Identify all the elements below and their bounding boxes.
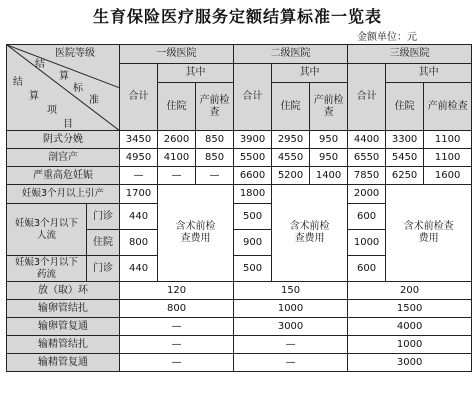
- row-cesarean: [7, 149, 472, 167]
- row-label: 剖宫产: [7, 149, 120, 167]
- cell: 3450: [120, 131, 158, 149]
- sub-label-hospital: 住院: [87, 230, 120, 256]
- row-label-abortion: 妊娠3个月以下人流: [7, 204, 87, 256]
- cell: 1100: [424, 149, 472, 167]
- hospital-header-3: 住院: [386, 83, 424, 131]
- row-label: 输精管结扎: [7, 336, 120, 354]
- cell: —: [120, 167, 158, 185]
- row-vaginal: [7, 131, 472, 149]
- corner-label-biao: 标: [73, 83, 83, 94]
- cell: 900: [234, 230, 272, 256]
- cell: 1500: [348, 300, 472, 318]
- prenatal-header-2: 产前检查: [310, 83, 348, 131]
- prenatal-header-1: 产前检查: [196, 83, 234, 131]
- cell: 4950: [120, 149, 158, 167]
- cell: 1700: [120, 185, 158, 204]
- row-iud: [7, 282, 472, 300]
- corner-label-suan2: 算: [29, 91, 39, 102]
- row-label: 输卵管结扎: [7, 300, 120, 318]
- prenatal-header-3: 产前检查: [424, 83, 472, 131]
- row-vas-ligation: [7, 336, 472, 354]
- corner-label-jie: 结: [35, 59, 45, 70]
- cell: —: [234, 336, 348, 354]
- total-header-1: 合计: [120, 64, 158, 131]
- cell: 1600: [424, 167, 472, 185]
- included-note-3: 含术前检查费用: [386, 185, 472, 282]
- cell: 5500: [234, 149, 272, 167]
- corner-label-suan: 算: [59, 71, 69, 82]
- cell: —: [234, 354, 348, 372]
- row-label: 输卵管复通: [7, 318, 120, 336]
- corner-hospital-grade: 医院等级: [55, 48, 95, 59]
- cell: 200: [348, 282, 472, 300]
- cell: 950: [310, 131, 348, 149]
- row-tubal-ligation: [7, 300, 472, 318]
- sub-label-clinic: 门诊: [87, 204, 120, 230]
- hospital-header-1: 住院: [158, 83, 196, 131]
- total-header-3: 合计: [348, 64, 386, 131]
- hospital-header-2: 住院: [272, 83, 310, 131]
- corner-label-jie2: 结: [13, 77, 23, 88]
- cell: —: [120, 318, 234, 336]
- cell: 4550: [272, 149, 310, 167]
- cell: 1000: [348, 336, 472, 354]
- cell: 3900: [234, 131, 272, 149]
- cell: 850: [196, 149, 234, 167]
- cell: 800: [120, 300, 234, 318]
- cell: 1100: [424, 131, 472, 149]
- row-label: 严重高危妊娠: [7, 167, 120, 185]
- cell: 800: [120, 230, 158, 256]
- cell: 500: [234, 204, 272, 230]
- cell: 3300: [386, 131, 424, 149]
- cell: 600: [348, 204, 386, 230]
- total-header-2: 合计: [234, 64, 272, 131]
- row-label: 妊娠3个月以上引产: [7, 185, 120, 204]
- hospital-grade-1: 一级医院: [120, 45, 234, 64]
- cell: 6250: [386, 167, 424, 185]
- among-header-1: 其中: [158, 64, 234, 83]
- cell: 5450: [386, 149, 424, 167]
- row-high-risk: [7, 167, 472, 185]
- cell: 950: [310, 149, 348, 167]
- row-label-medical: 妊娠3个月以下药流: [7, 256, 87, 282]
- row-label: 输精管复通: [7, 354, 120, 372]
- cell: 500: [234, 256, 272, 282]
- hospital-grade-2: 二级医院: [234, 45, 348, 64]
- cell: 3000: [234, 318, 348, 336]
- row-label: 放（取）环: [7, 282, 120, 300]
- cell: 3000: [348, 354, 472, 372]
- cell: —: [120, 354, 234, 372]
- cell: 150: [234, 282, 348, 300]
- cell: 4100: [158, 149, 196, 167]
- cell: 1400: [310, 167, 348, 185]
- included-note-1: 含术前检查费用: [158, 185, 234, 282]
- cell: 440: [120, 204, 158, 230]
- unit-note: 金额单位：元: [357, 32, 417, 43]
- among-header-3: 其中: [386, 64, 472, 83]
- cell: 6600: [234, 167, 272, 185]
- cell: 6550: [348, 149, 386, 167]
- row-vas-reversal: [7, 354, 472, 372]
- corner-header: [7, 45, 120, 131]
- cell: —: [120, 336, 234, 354]
- cell: 1800: [234, 185, 272, 204]
- fee-table: [6, 44, 472, 372]
- cell: 1000: [234, 300, 348, 318]
- cell: 2600: [158, 131, 196, 149]
- among-header-2: 其中: [272, 64, 348, 83]
- cell: 850: [196, 131, 234, 149]
- page-title: 生育保险医疗服务定额结算标准一览表: [92, 7, 382, 26]
- cell: 2000: [348, 185, 386, 204]
- cell: 600: [348, 256, 386, 282]
- sub-label-clinic: 门诊: [87, 256, 120, 282]
- cell: 2950: [272, 131, 310, 149]
- cell: —: [196, 167, 234, 185]
- included-note-2: 含术前检查费用: [272, 185, 348, 282]
- cell: —: [158, 167, 196, 185]
- hospital-grade-3: 三级医院: [348, 45, 472, 64]
- row-induced: [7, 185, 472, 204]
- row-label: 阴式分娩: [7, 131, 120, 149]
- cell: 1000: [348, 230, 386, 256]
- cell: 5200: [272, 167, 310, 185]
- corner-label-mu: 目: [63, 119, 73, 130]
- cell: 7850: [348, 167, 386, 185]
- corner-label-xiang: 项: [47, 105, 57, 116]
- row-tubal-reversal: [7, 318, 472, 336]
- cell: 120: [120, 282, 234, 300]
- cell: 440: [120, 256, 158, 282]
- cell: 4000: [348, 318, 472, 336]
- cell: 4400: [348, 131, 386, 149]
- corner-label-zhun: 准: [89, 95, 99, 106]
